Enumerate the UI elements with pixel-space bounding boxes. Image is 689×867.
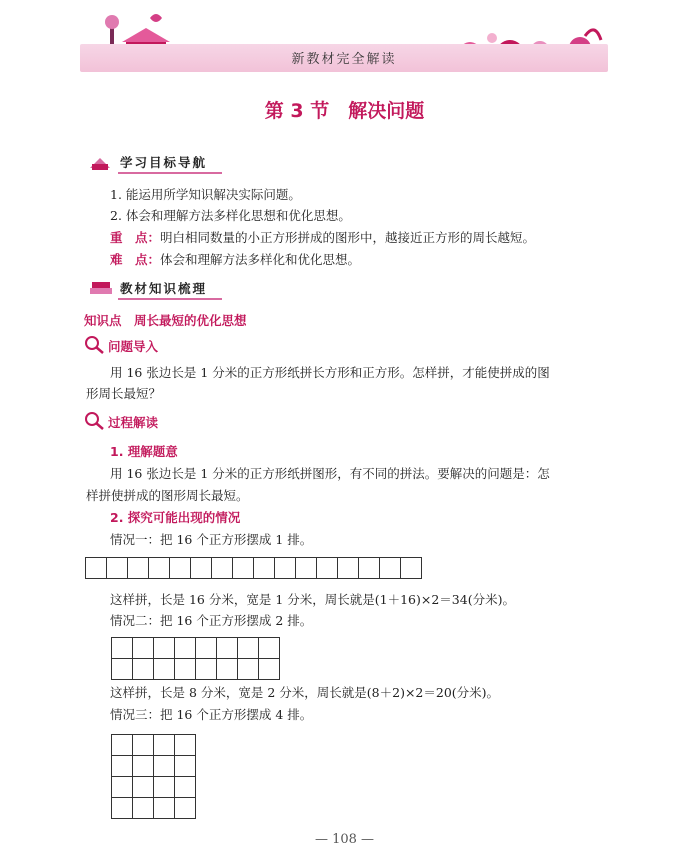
grid-cell	[127, 557, 149, 579]
difficulty-label: 难 点：	[110, 252, 161, 267]
grid-cell	[111, 734, 133, 756]
key-point-line	[110, 228, 535, 248]
grid-cell	[379, 557, 401, 579]
grid-cell	[132, 658, 154, 680]
key-point-text: 明白相同数量的小正方形拼成的图形中，越接近正方形的周长越短。	[160, 230, 536, 245]
grid-cell	[132, 734, 154, 756]
case2-grid	[112, 638, 280, 680]
goal-item-2: 2. 体会和理解方法多样化思想和优化思想。	[110, 208, 351, 223]
step1-title: 1. 理解题意	[110, 444, 178, 459]
grid-cell	[295, 557, 317, 579]
grid-cell	[211, 557, 233, 579]
difficulty-text: 体会和理解方法多样化和优化思想。	[160, 252, 361, 267]
process-heading: 过程解读	[108, 415, 159, 430]
books-icon	[88, 278, 116, 298]
grid-cell	[400, 557, 422, 579]
grid-cell	[195, 637, 217, 659]
grid-cell	[111, 637, 133, 659]
grid-cell	[106, 557, 128, 579]
grid-cell	[174, 776, 196, 798]
grid-cell	[148, 557, 170, 579]
grid-cell	[216, 658, 238, 680]
step1-line-2: 样拼使拼成的图形周长最短。	[86, 488, 249, 503]
grid-cell	[237, 637, 259, 659]
goals-heading: 学习目标导航	[120, 155, 208, 170]
page-number: — 108 —	[314, 832, 375, 847]
grid-cell	[132, 755, 154, 777]
case2-result: 这样拼，长是 8 分米，宽是 2 分米，周长就是(8＋2)×2＝20(分米)。	[110, 685, 500, 700]
problem-line-1: 用 16 张边长是 1 分米的正方形纸拼长方形和正方形。怎样拼，才能使拼成的图	[110, 365, 550, 380]
grid-cell	[111, 658, 133, 680]
difficulty-line	[110, 250, 360, 270]
grid-cell	[258, 637, 280, 659]
grid-cell	[153, 637, 175, 659]
grid-cell	[153, 658, 175, 680]
case1-result: 这样拼，长是 16 分米，宽是 1 分米，周长就是(1＋16)×2＝34(分米)。	[110, 592, 515, 607]
grid-row	[112, 756, 196, 777]
magnifier-icon	[84, 335, 106, 355]
grid-cell	[190, 557, 212, 579]
page-title: 第 3 节 解决问题	[264, 100, 425, 122]
grid-cell	[111, 797, 133, 819]
grid-cell	[237, 658, 259, 680]
knowledge-point-title: 知识点 周长最短的优化思想	[84, 313, 247, 328]
case2-text: 情况二：把 16 个正方形摆成 2 排。	[110, 613, 313, 628]
grid-cell	[258, 658, 280, 680]
grid-row	[112, 777, 196, 798]
grid-cell	[169, 557, 191, 579]
grid-row	[112, 638, 280, 659]
grid-cell	[216, 637, 238, 659]
knowledge-underline	[118, 298, 222, 300]
goal-item-1: 1. 能运用所学知识解决实际问题。	[110, 187, 301, 202]
case1-grid	[86, 558, 422, 579]
book-icon	[88, 152, 114, 172]
grid-cell	[358, 557, 380, 579]
banner-title: 新教材完全解读	[291, 52, 397, 67]
grid-cell	[153, 755, 175, 777]
grid-cell	[174, 797, 196, 819]
grid-cell	[132, 776, 154, 798]
grid-cell	[111, 776, 133, 798]
grid-cell	[132, 797, 154, 819]
grid-cell	[153, 776, 175, 798]
grid-row	[112, 798, 196, 819]
grid-cell	[174, 734, 196, 756]
grid-row	[86, 558, 422, 579]
magnifier-icon	[84, 411, 106, 431]
problem-heading: 问题导入	[108, 339, 159, 354]
grid-cell	[253, 557, 275, 579]
case3-grid	[112, 735, 196, 819]
grid-cell	[316, 557, 338, 579]
problem-line-2: 形周长最短？	[86, 386, 162, 401]
grid-cell	[274, 557, 296, 579]
knowledge-heading: 教材知识梳理	[120, 281, 208, 296]
case1-text: 情况一：把 16 个正方形摆成 1 排。	[110, 532, 313, 547]
key-point-label: 重 点：	[110, 230, 161, 245]
grid-cell	[232, 557, 254, 579]
step1-line-1: 用 16 张边长是 1 分米的正方形纸拼图形，有不同的拼法。要解决的问题是：怎	[110, 466, 550, 481]
grid-cell	[153, 797, 175, 819]
grid-cell	[153, 734, 175, 756]
case3-text: 情况三：把 16 个正方形摆成 4 排。	[110, 707, 313, 722]
grid-cell	[337, 557, 359, 579]
goals-underline	[118, 172, 222, 174]
header-banner	[80, 8, 608, 74]
grid-cell	[174, 658, 196, 680]
grid-cell	[174, 755, 196, 777]
grid-row	[112, 659, 280, 680]
grid-cell	[195, 658, 217, 680]
grid-cell	[85, 557, 107, 579]
grid-row	[112, 735, 196, 756]
grid-cell	[111, 755, 133, 777]
step2-title: 2. 探究可能出现的情况	[110, 510, 241, 525]
grid-cell	[174, 637, 196, 659]
grid-cell	[132, 637, 154, 659]
